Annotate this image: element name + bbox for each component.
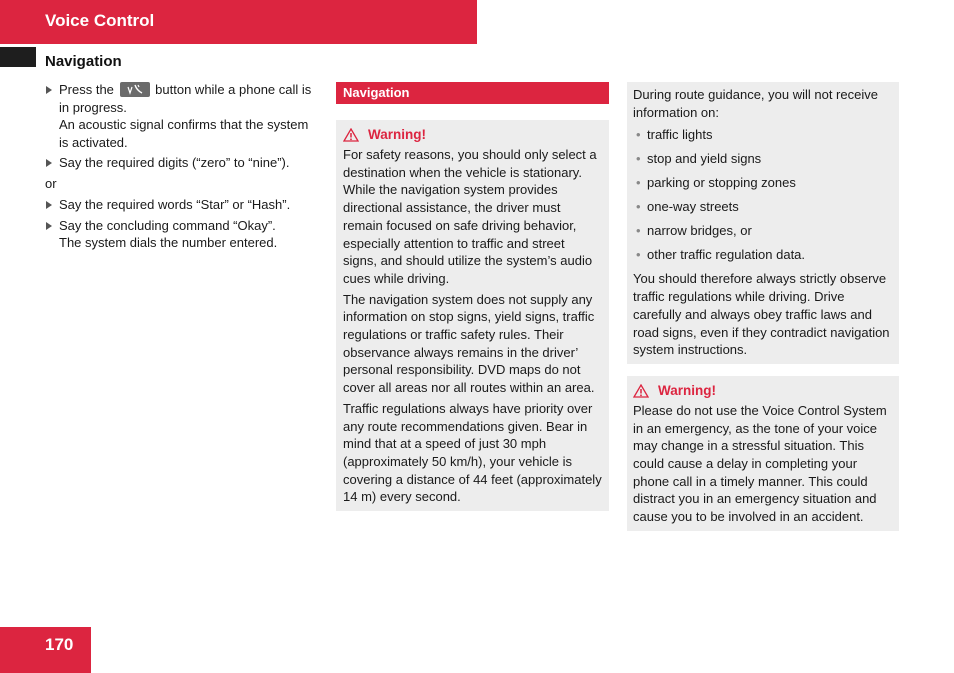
voice-phone-glyph-icon bbox=[127, 84, 143, 95]
navigation-column bbox=[336, 82, 609, 511]
list-item: • traffic lights bbox=[633, 126, 893, 144]
step-arrow-icon bbox=[46, 159, 52, 167]
step1-text-pre: Press the bbox=[59, 82, 114, 97]
route-info-column bbox=[627, 82, 899, 531]
instruction-step-1 bbox=[45, 81, 320, 151]
route-info-intro: During route guidance, you will not receive information on: bbox=[633, 87, 878, 120]
instruction-step-3 bbox=[45, 196, 320, 214]
instructions-column bbox=[45, 81, 320, 255]
navigation-warning-box bbox=[336, 120, 609, 511]
chapter-title: Voice Control bbox=[45, 11, 155, 30]
route-info-closing: You should therefore always strictly observe traffic regulations while driving. Drive carefully and always obey traffic laws and road signs, even if they contradict navigation system instructions. bbox=[633, 271, 890, 358]
section-subheading: Navigation bbox=[45, 53, 122, 70]
or-separator: or bbox=[45, 175, 57, 191]
page-number-block bbox=[0, 627, 91, 673]
route-info-list bbox=[633, 126, 893, 264]
list-item: • stop and yield signs bbox=[633, 150, 893, 168]
phone-button-icon bbox=[120, 82, 150, 97]
list-item: • parking or stopping zones bbox=[633, 174, 893, 192]
list-item: • narrow bridges, or bbox=[633, 222, 893, 240]
step4-note: The system dials the number entered. bbox=[59, 235, 278, 250]
route-info-box bbox=[627, 82, 899, 364]
warning-header bbox=[343, 124, 602, 146]
warning-header bbox=[633, 380, 893, 402]
instruction-step-4 bbox=[45, 217, 320, 252]
warning-paragraph-1: For safety reasons, you should only select a destination when the vehicle is stationary. While the navigation system provides directional assistance, the driver must remain focused on safe driving behavior, especially attention to traffic and street signs, and should utilize the system’s audio cues while driving. bbox=[343, 147, 597, 286]
step-arrow-icon bbox=[46, 86, 52, 94]
warning-triangle-icon bbox=[343, 128, 359, 142]
warning-label: Warning! bbox=[658, 382, 716, 398]
step3-text: Say the required words “Star” or “Hash”. bbox=[59, 197, 291, 212]
navigation-section-heading: Navigation bbox=[336, 82, 609, 104]
step-arrow-icon bbox=[46, 222, 52, 230]
warning-label: Warning! bbox=[368, 127, 426, 142]
warning-triangle-icon bbox=[633, 384, 649, 398]
warning-paragraph-2: The navigation system does not supply any information on stop signs, yield signs, traffic regulations or traffic safety rules. Their observance always remains in the driver’ personal responsibility. DVD maps do not cover all areas nor all routes within an area. bbox=[343, 291, 595, 396]
section-marker-block bbox=[0, 47, 36, 67]
voice-warning-text: Please do not use the Voice Control System in an emergency, as the tone of your voice may change in a stressful situation. This could cause a delay in completing your phone call in a timely manner. This could distract you in an emergency situation and cause you to be involved in an accident. bbox=[633, 402, 887, 525]
step2-text: Say the required digits (“zero” to “nine”). bbox=[59, 155, 290, 170]
voice-control-warning-box bbox=[627, 376, 899, 531]
list-item: • one-way streets bbox=[633, 198, 893, 216]
list-item: • other traffic regulation data. bbox=[633, 246, 893, 264]
chapter-header-bar bbox=[0, 0, 477, 44]
step1-text-post: button while a phone call is in progress. bbox=[59, 82, 312, 115]
step4-text: Say the concluding command “Okay”. bbox=[59, 217, 276, 233]
instruction-step-2 bbox=[45, 154, 320, 172]
step1-note: An acoustic signal confirms that the system is activated. bbox=[59, 117, 309, 150]
page-number: 170 bbox=[45, 635, 74, 654]
warning-paragraph-3: Traffic regulations always have priority over any route recommendations given. Bear in mind that at a speed of just 30 mph (approximately 50 km/h), your vehicle is covering a distance of 44 feet (approximately 14 m) every second. bbox=[343, 400, 602, 505]
step-arrow-icon bbox=[46, 201, 52, 209]
